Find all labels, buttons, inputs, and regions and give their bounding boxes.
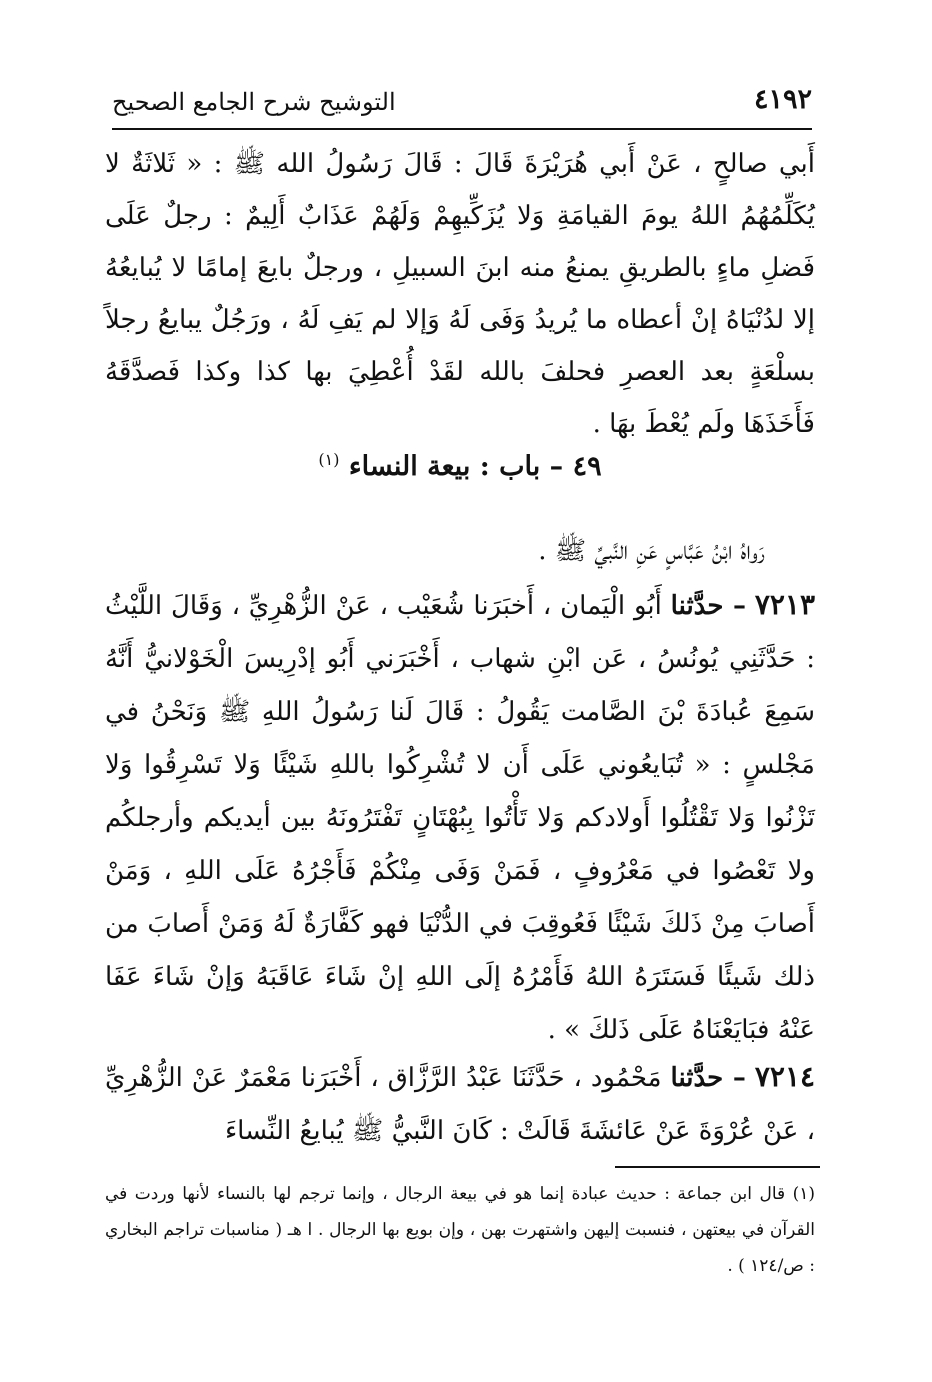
page-number: ٤١٩٢: [753, 84, 812, 115]
header-rule: [112, 128, 812, 130]
hadith-lead: – حدَّثنا: [670, 591, 747, 621]
opening-paragraph: [105, 138, 815, 450]
hadith-number: ٧٢١٤: [754, 1060, 816, 1093]
hadith-text: مَحْمُود ، حَدَّثَنَا عَبْدُ الرَّزَّاق ، أَخْبَرَنا مَعْمَرٌ عَنْ الزُّهْرِيِّ ، عَنْ عُرْوَةَ عَنْ عَائشَةَ قَالَتْ : كَانَ النَّبيُّ ﷺ يُبايعُ النِّساءَ: [105, 1063, 815, 1146]
hadith-number: ٧٢١٣: [754, 588, 815, 621]
chapter-title: ٤٩ – باب : بيعة النساء: [348, 451, 602, 482]
opening-paragraph-text: أَبي صالحٍ ، عَنْ أَبي هُرَيْرَةَ قَالَ : قَالَ رَسُولُ الله ﷺ : « ثَلاثَةٌ لا يُكَلِّمُهُمُ اللهُ يومَ القيامَةِ وَلا يُزَكِّيهِمْ وَلَهُمْ عَذَابٌ أَلِيمٌ : رجلٌ عَلَى فَضلِ ماءٍ بالطريقِ يمنعُ منه ابنَ السبيلِ ، ورجلٌ بايعَ إمامًا لا يُبايعُهُ إلا لدُنْيَاهُ إنْ أعطاه ما يُريدُ وَفَى لَهُ وَإلا لم يَفِ لَهُ ، ورَجُلٌ يبايعُ رجلاً بسلْعَةٍ بعد العصرِ فحلفَ بالله لقَدْ أُعْطِيَ بها كذا وكذا فَصدَّقَهُ فَأَخَذَهَا ولَم يُعْطَ بهَا .: [105, 149, 815, 439]
hadith-7213: [105, 578, 815, 1057]
footnote: (١) قال ابن جماعة : حديث عبادة إنما هو في بيعة الرجال ، وإنما ترجم لها بالنساء لأنها وردت في القرآن في بيعتهن ، فنسبت إليهن واشتهرت بهن ، وإن بويع بها الرجال . ا هـ ( مناسبات تراجم البخاري : ص/١٢٤ ) .: [105, 1184, 815, 1276]
hadith-lead: – حدَّثنا: [670, 1063, 746, 1093]
hadith-text: أَبُو الْيَمان ، أَخبَرَنا شُعَيْب ، عَنْ الزُّهْرِيِّ ، وَقَالَ اللَّيْثُ : حَدَّثَنِي يُونُسُ ، عَن ابْنِ شهاب ، أَخْبَرَني أَبُو إدْرِيسَ الْخَوْلانيُّ أَنَّهُ سَمِعَ عُبادَةَ بْنَ الصَّامت يَقُولُ : قَالَ لَنا رَسُولُ اللهِ ﷺ وَنَحْنُ في مَجْلسٍ : « تُبَايعُوني عَلَى أَن لا تُشْرِكُوا باللهِ شَيْئًا وَلا تَسْرِقُوا وَلا تَزْنُوا وَلا تَقْتُلُوا أَولادكم وَلا تَأْتُوا بِبُهْتَانٍ تَفْتَرُونَهُ بين أيديكم وأرجلكُم ولا تَعْصُوا في مَعْرُوفٍ ، فَمَنْ وَفَى مِنْكُمْ فَأَجْرُهُ عَلَى اللهِ ، وَمَنْ أَصابَ مِنْ ذَلكَ شَيْئًا فَعُوقِبَ في الدُّنْيَا فهو كَفَّارَةٌ لَهُ وَمَنْ أَصابَ من ذلك شَيئًا فَسَتَرَهُ اللهُ فَأَمْرُهُ إلَى اللهِ إنْ شَاءَ عَاقَبَهُ وَإنْ شَاءَ عَفَا عَنْهُ فبَايَعْنَاهُ عَلَى ذَلكَ » .: [105, 591, 815, 1045]
narration-line: رَواهُ ابْنُ عَبَّاسٍ عَنِ النَّبيِّ ﷺ .: [538, 536, 765, 566]
chapter-heading: [105, 450, 815, 482]
running-title: التوشيح شرح الجامع الصحيح: [112, 88, 396, 116]
page-header: [112, 82, 812, 128]
hadith-7214: [105, 1050, 815, 1158]
footnote-rule: [615, 1166, 820, 1168]
chapter-footnote-ref: (١): [318, 450, 340, 469]
